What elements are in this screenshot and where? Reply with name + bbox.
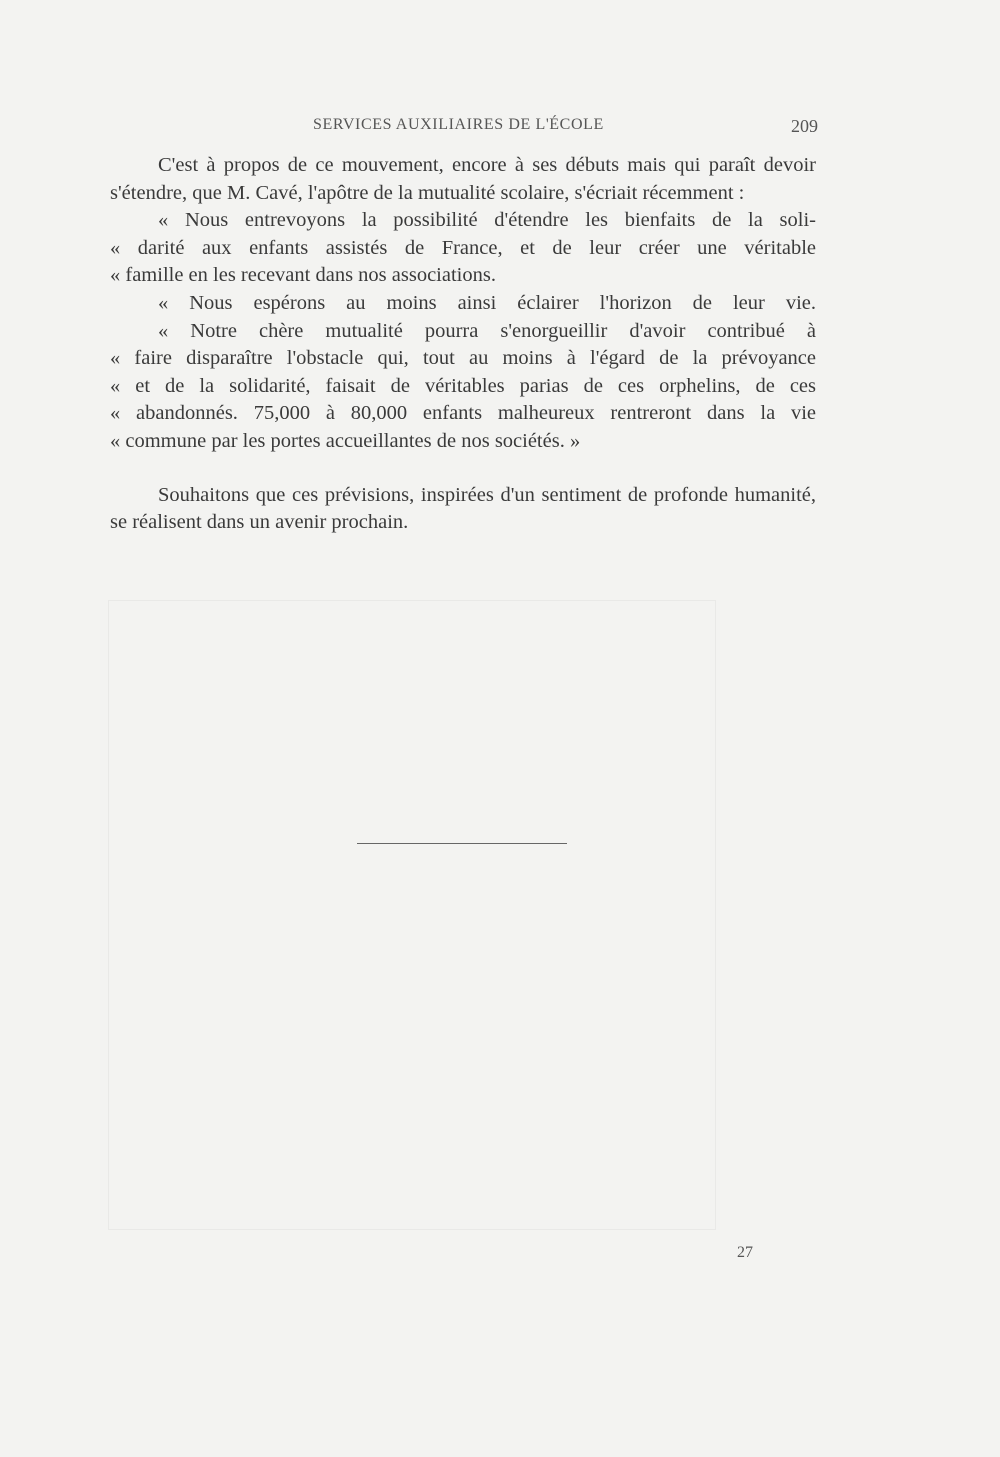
quote-line: « famille en les recevant dans nos associations. [110,264,496,287]
quote-line: « Notre chère mutualité pourra s'enorgueillir d'avoir contribué à [158,319,816,342]
quote-line: « et de la solidarité, faisait de véritables parias de ces orphelins, de ces [110,374,816,397]
quote-paragraph-3 [110,318,816,456]
page-number: 209 [791,116,818,136]
quote-line: « Nous espérons au moins ainsi éclairer l'horizon de leur vie. [158,291,816,314]
quote-paragraph-1 [110,207,816,290]
body-text [110,152,816,537]
quote-line: « abandonnés. 75,000 à 80,000 enfants malheureux rentreront dans la vie [110,402,816,425]
quote-line: « Nous entrevoyons la possibilité d'étendre les bienfaits de la soli- [158,209,816,232]
section-divider [357,843,567,844]
signature-mark: 27 [737,1244,753,1261]
paragraph-closing: Souhaitons que ces prévisions, inspirées d'un sentiment de profonde humanité, se réalisent dans un avenir prochain. [110,483,816,534]
running-title: SERVICES AUXILIAIRES DE L'ÉCOLE [313,116,604,133]
quote-line: « faire disparaître l'obstacle qui, tout au moins à l'égard de la prévoyance [110,347,816,370]
paragraph-intro: C'est à propos de ce mouvement, encore à ses débuts mais qui paraît devoir s'étendre, que M. Cavé, l'apôtre de la mutualité scolaire, s'écriait récemment : [110,154,816,204]
show-through-frame [108,600,716,1230]
quote-line: « commune par les portes accueillantes de nos sociétés. » [110,429,581,452]
quotation [110,207,816,455]
quote-paragraph-2 [110,290,816,318]
page-header [110,116,818,140]
quote-line: « darité aux enfants assistés de France, et de leur créer une véritable [110,236,816,259]
